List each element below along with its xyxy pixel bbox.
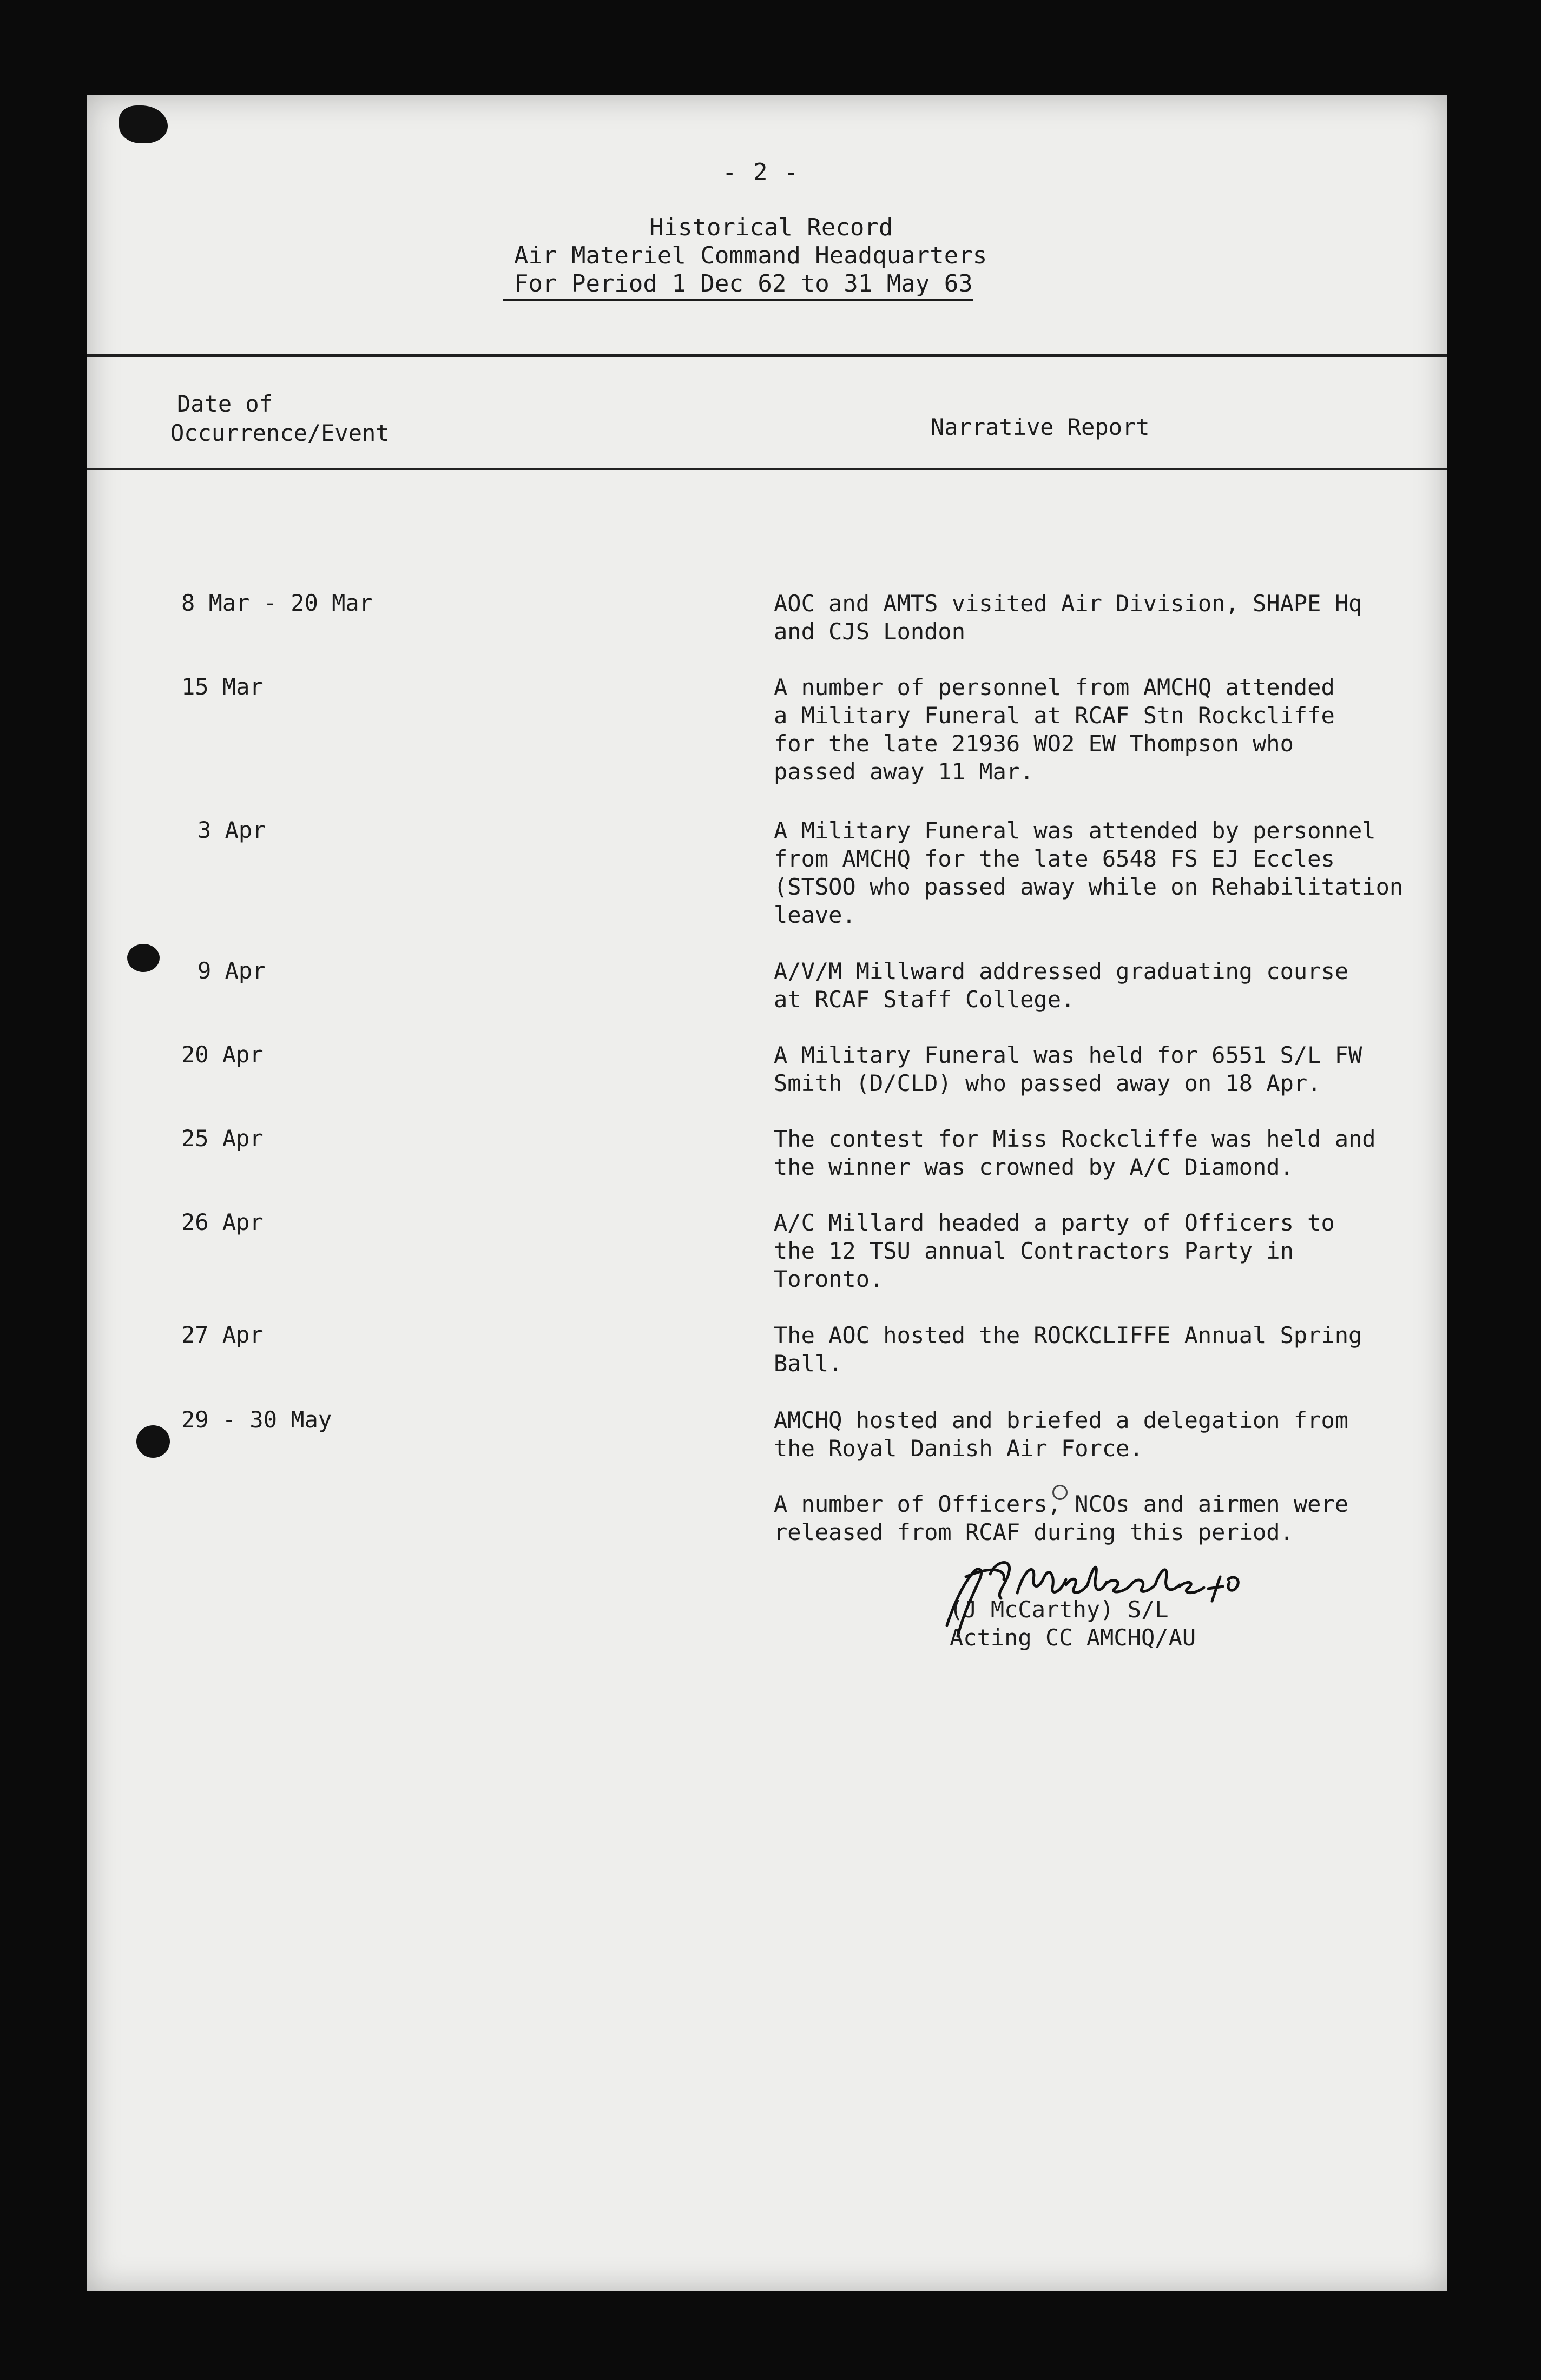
- entry-date: 27 Apr: [181, 1321, 264, 1348]
- ink-blot: [119, 105, 168, 143]
- header-divider: [87, 468, 1447, 470]
- circle-mark: [1052, 1485, 1068, 1500]
- reporting-period: For Period 1 Dec 62 to 31 May 63: [503, 270, 973, 301]
- document-page: [87, 95, 1447, 2291]
- entry-narrative: A/C Millard headed a party of Officers to the 12 TSU annual Contractors Party in Toronto.: [774, 1209, 1335, 1292]
- document-title: Historical Record: [649, 214, 893, 241]
- date-column-header: [170, 389, 390, 448]
- document-heading: [503, 214, 1098, 301]
- entry-narrative: A number of personnel from AMCHQ attended a Military Funeral at RCAF Stn Rockcliffe for the late 21936 WO2 EW Thompson who passed away 11 Mar.: [774, 674, 1335, 785]
- signature-block: [950, 1596, 1196, 1652]
- organization-name: Air Materiel Command Headquarters: [514, 242, 987, 269]
- entry-date: 9 Apr: [197, 957, 266, 984]
- signatory-name: (J McCarthy) S/L: [950, 1596, 1169, 1623]
- entry-date: 20 Apr: [181, 1041, 264, 1068]
- entry-narrative: A/V/M Millward addressed graduating course at RCAF Staff College.: [774, 958, 1349, 1013]
- signatory-title: Acting CC AMCHQ/AU: [950, 1624, 1196, 1651]
- date-column-header-line2: Occurrence/Event: [170, 420, 390, 446]
- entry-date: 15 Mar: [181, 673, 264, 700]
- ink-blot: [136, 1425, 170, 1458]
- entry-narrative: The AOC hosted the ROCKCLIFFE Annual Spring Ball.: [774, 1322, 1362, 1377]
- entry-narrative: A Military Funeral was attended by personnel from AMCHQ for the late 6548 FS EJ Eccles (STSOO who passed away while on Rehabilitation leave.: [774, 817, 1404, 928]
- entry-narrative: A number of Officers, NCOs and airmen were released from RCAF during this period.: [774, 1491, 1349, 1545]
- page-number: - 2 -: [722, 158, 800, 186]
- narrative-column-header: Narrative Report: [931, 414, 1150, 440]
- top-divider: [87, 354, 1447, 357]
- entry-narrative: A Military Funeral was held for 6551 S/L FW Smith (D/CLD) who passed away on 18 Apr.: [774, 1042, 1362, 1096]
- entry-date: 3 Apr: [197, 817, 266, 843]
- date-column-header-line1: Date of: [177, 391, 273, 417]
- entry-narrative: AMCHQ hosted and briefed a delegation from the Royal Danish Air Force.: [774, 1407, 1349, 1462]
- ink-blot: [127, 944, 160, 972]
- entry-narrative: AOC and AMTS visited Air Division, SHAPE Hq and CJS London: [774, 590, 1362, 645]
- entry-date: 26 Apr: [181, 1209, 264, 1235]
- entry-date: 8 Mar - 20 Mar: [181, 590, 373, 616]
- entry-narrative: The contest for Miss Rockcliffe was held and the winner was crowned by A/C Diamond.: [774, 1126, 1376, 1180]
- entry-date: 29 - 30 May: [181, 1406, 332, 1433]
- entry-date: 25 Apr: [181, 1125, 264, 1152]
